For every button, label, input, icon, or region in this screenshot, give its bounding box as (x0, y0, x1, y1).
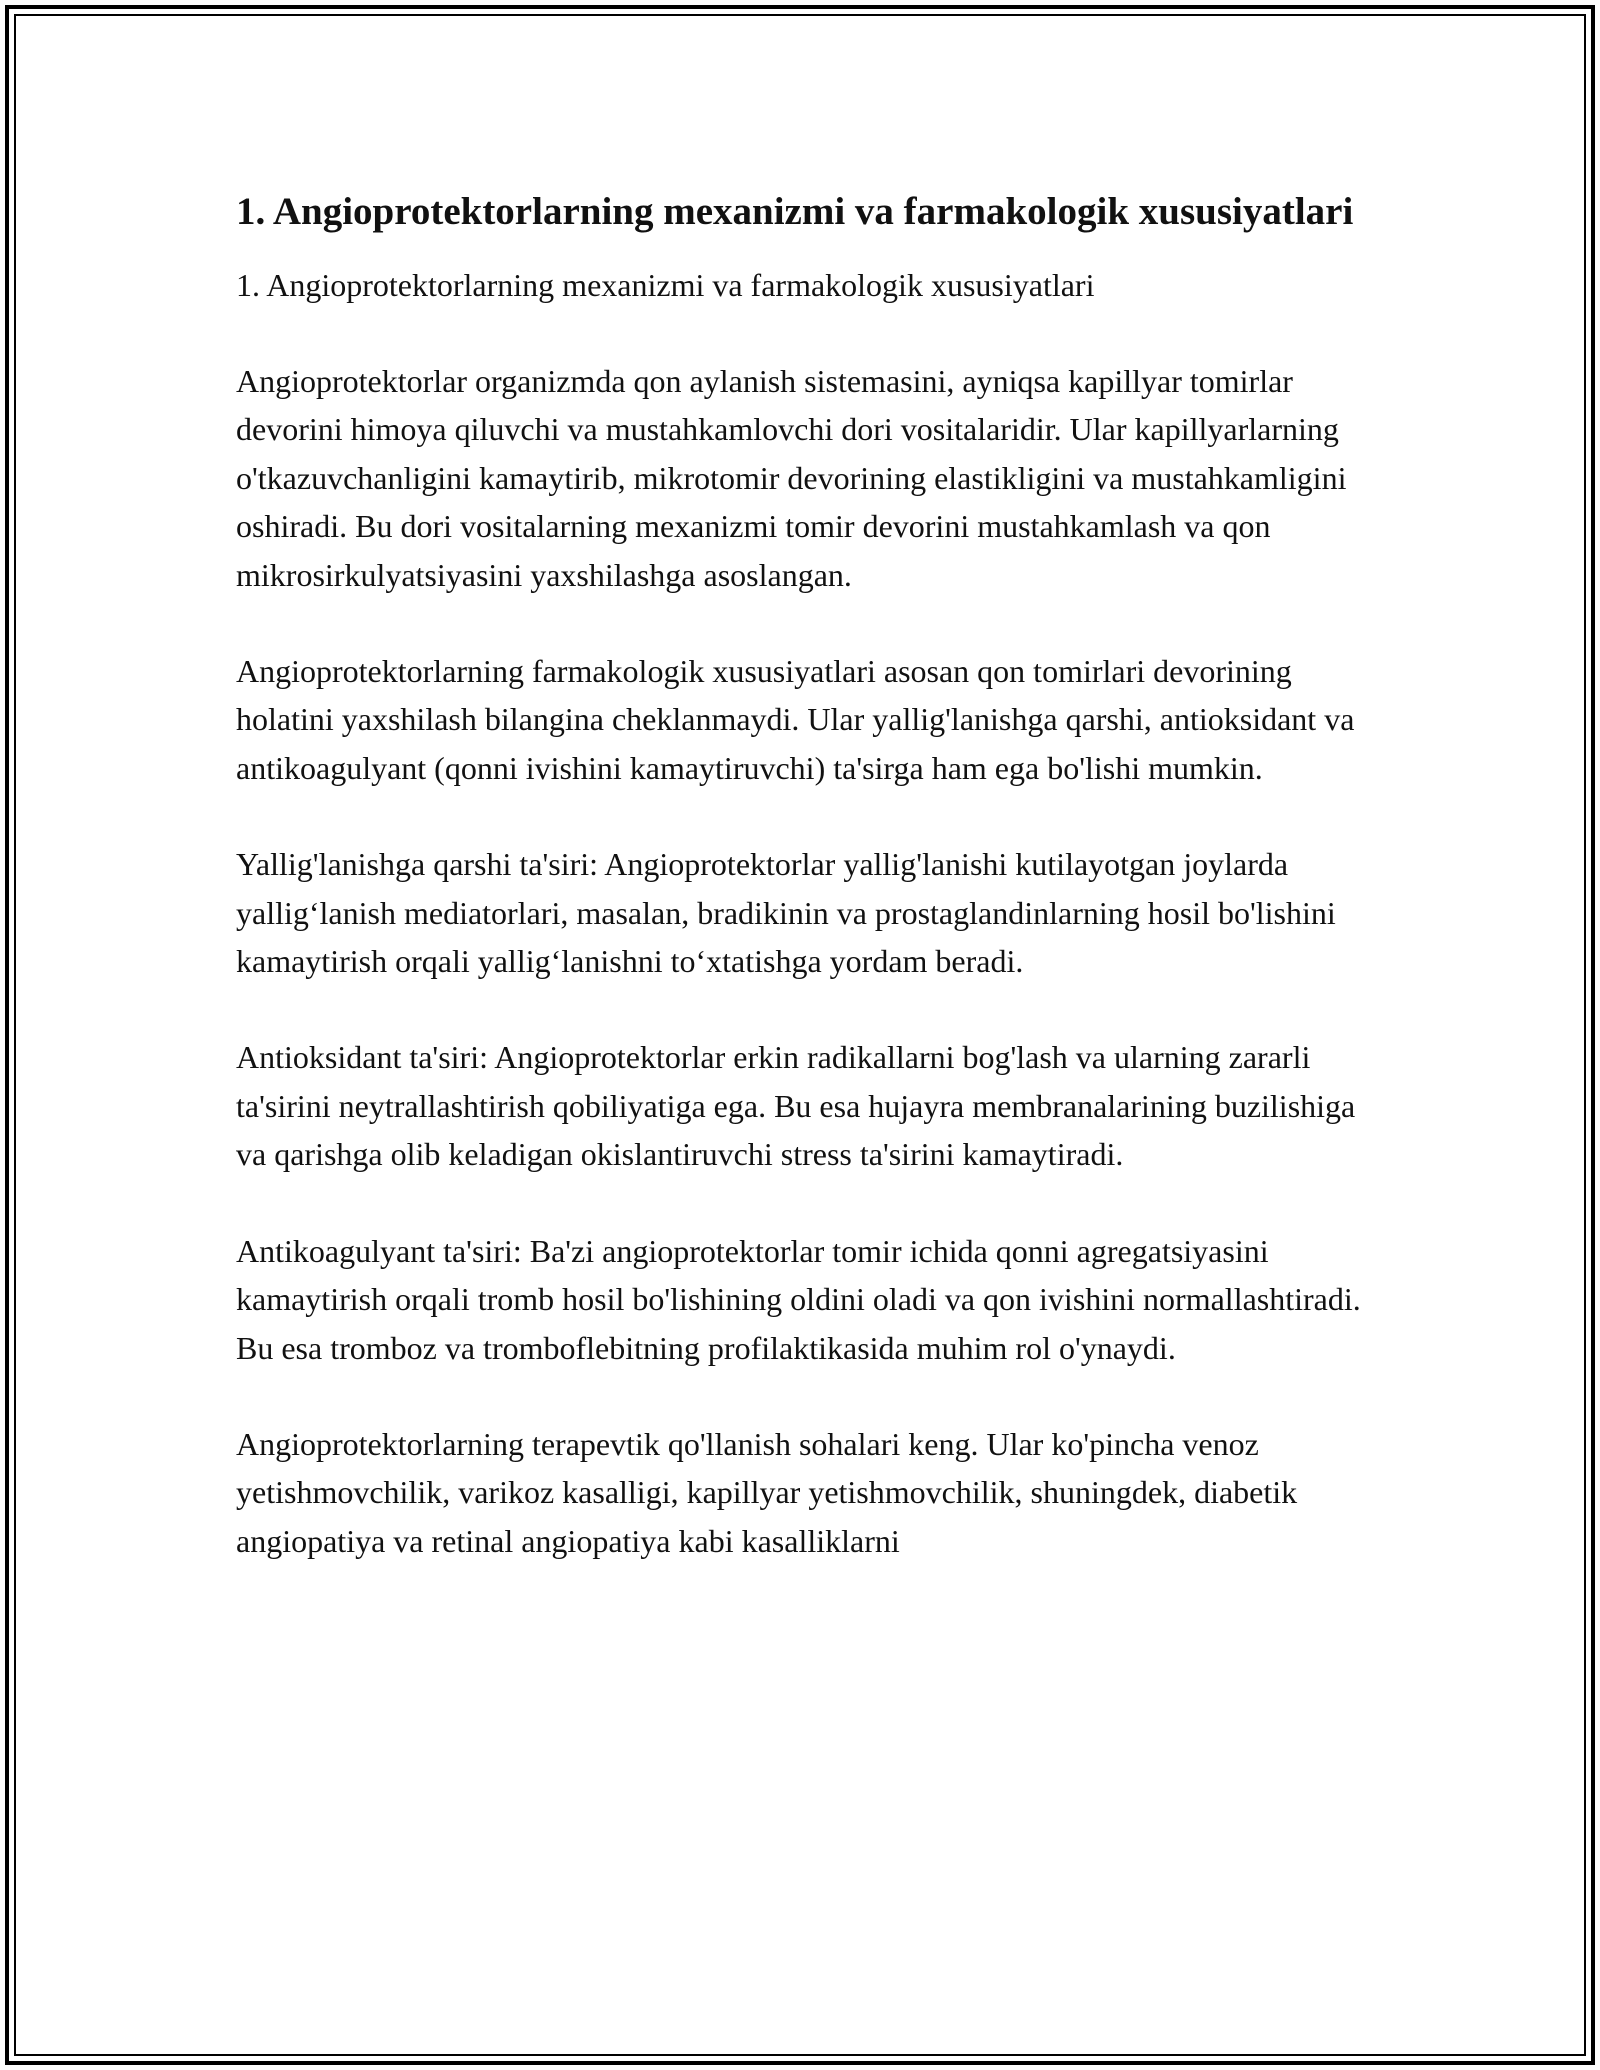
paragraph-mechanism: Angioprotektorlar organizmda qon aylanish sistemasini, ayniqsa kapillyar tomirlar devorini himoya qiluvchi va mustahkamlovchi dori vositalaridir. Ular kapillyarlarning o'tkazuvchanligini kamaytirib, mikrotomir devorining elastikligini va mustahkamligini oshiradi. Bu dori vositalarning mexanizmi tomir devorini mustahkamlash va qon mikrosirkulyatsiyasini yaxshilashga asoslangan. (236, 363, 1347, 593)
paragraph-anti-inflammatory: Yallig'lanishga qarshi ta'siri: Angioprotektorlar yallig'lanishi kutilayotgan joylarda yallig‘lanish mediatorlari, masalan, bradikinin va prostaglandinlarning hosil bo'lishini kamaytirish orqali yallig‘lanishni to‘xtatishga yordam beradi. (236, 846, 1336, 980)
paragraph-pharmacology: Angioprotektorlarning farmakologik xususiyatlari asosan qon tomirlari devorining holatini yaxshilash bilangina cheklanmaydi. Ular yallig'lanishga qarshi, antioksidant va antikoagulyant (qonni ivishini kamaytiruvchi) ta'sirga ham ega bo'lishi mumkin. (236, 653, 1355, 786)
paragraph-anticoagulant: Antikoagulyant ta'siri: Ba'zi angioprotektorlar tomir ichida qonni agregatsiyasini kamaytirish orqali tromb hosil bo'lishining oldini oladi va qon ivishini normallashtiradi. Bu esa tromboz va tromboflebitning profilaktikasida muhim rol o'ynaydi. (236, 1232, 1361, 1366)
document-subheading: 1. Angioprotektorlarning mexanizmi va farmakologik xususiyatlari (236, 267, 1095, 303)
document-body (236, 185, 1376, 1613)
document-heading: 1. Angioprotektorlarning mexanizmi va farmakologik xususiyatlari (236, 190, 1354, 233)
paragraph-therapeutic-use: Angioprotektorlarning terapevtik qo'llanish sohalari keng. Ular ko'pincha venoz yetishmovchilik, varikoz kasalligi, kapillyar yetishmovchilik, shuningdek, diabetik angiopatiya va retinal angiopatiya kabi kasalliklarni (236, 1425, 1298, 1559)
paragraph-antioxidant: Antioksidant ta'siri: Angioprotektorlar erkin radikallarni bog'lash va ularning zararli ta'sirini neytrallashtirish qobiliyatiga ega. Bu esa hujayra membranalarining buzilishiga va qarishga olib keladigan okislantiruvchi stress ta'sirini kamaytiradi. (236, 1039, 1356, 1173)
